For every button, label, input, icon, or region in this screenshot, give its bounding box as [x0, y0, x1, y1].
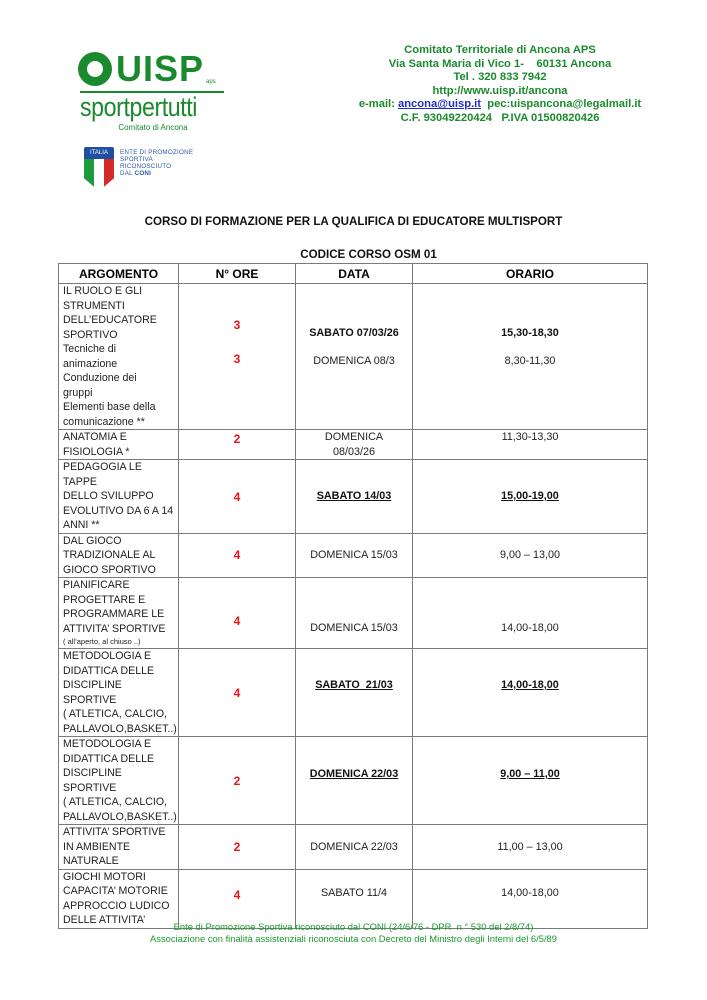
orario-cell: 14,00-18,00 — [413, 649, 648, 737]
table-row — [59, 578, 648, 649]
brand-committee: Comitato di Ancona — [118, 122, 188, 132]
argomento-cell: ANATOMIA E FISIOLOGIA * — [59, 430, 179, 460]
ore-cell: 4 — [179, 869, 296, 928]
orario-cell: 15,30-18,30 8,30-11,30 — [413, 284, 648, 430]
table-row — [59, 460, 648, 534]
schedule-table — [58, 263, 648, 929]
ore-cell: 2 — [179, 737, 296, 825]
ore-cell: 2 — [179, 825, 296, 870]
brand-aps: aps — [206, 79, 216, 85]
argomento-cell: METODOLOGIA E DIDATTICA DELLE DISCIPLINE SPORTIVE ( ATLETICA, CALCIO, PALLAVOLO,BASKET..) — [59, 737, 179, 825]
contact-address: Via Santa Maria di Vico 1- 60131 Ancona — [388, 57, 612, 70]
contact-website[interactable]: http://www.uisp.it/ancona — [432, 84, 568, 97]
data-cell: DOMENICA 15/03 — [296, 578, 413, 649]
orario-cell: 15,00-19,00 — [413, 460, 648, 534]
data-cell: SABATO 11/4 — [296, 869, 413, 928]
data-cell: SABATO 07/03/26 DOMENICA 08/3 — [296, 284, 413, 430]
ore-cell: 4 — [179, 649, 296, 737]
col-argomento: ARGOMENTO — [59, 264, 179, 284]
ore-cell: 2 — [179, 430, 296, 460]
table-row — [59, 869, 648, 928]
ore-cell: 4 — [179, 578, 296, 649]
table-row — [59, 737, 648, 825]
data-cell: DOMENICA 22/03 — [296, 737, 413, 825]
argomento-cell: PIANIFICARE PROGETTARE E PROGRAMMARE LE ATTIVITA’ SPORTIVE ( all’aperto, al chiuso ..) — [59, 578, 179, 649]
table-header-row — [59, 264, 648, 284]
orario-cell: 14,00-18,00 — [413, 578, 648, 649]
data-cell: DOMENICA 22/03 — [296, 825, 413, 870]
ore-cell: 4 — [179, 460, 296, 534]
email-link[interactable]: ancona@uisp.it — [398, 98, 482, 111]
orario-cell: 11,30-13,30 — [413, 430, 648, 460]
data-cell: SABATO 14/03 — [296, 460, 413, 534]
orario-cell: 11,00 – 13,00 — [413, 825, 648, 870]
uisp-emblem-icon — [78, 52, 112, 86]
contact-info — [350, 44, 650, 126]
ore-cell: 4 — [179, 533, 296, 578]
data-cell: DOMENICA 08/03/26 — [296, 430, 413, 460]
brand-name: UISP — [116, 48, 205, 89]
footer-line-2: Associazione con finalità assistenziali riconosciuta con Decreto del Ministro degli Interni del 6/5/89 — [150, 932, 557, 944]
data-cell: DOMENICA 15/03 — [296, 533, 413, 578]
orario-cell: 9,00 – 11,00 — [413, 737, 648, 825]
col-ore: N° ORE — [179, 264, 296, 284]
pec-email: pec:uispancona@legalmail.it — [481, 98, 642, 111]
orario-cell: 14,00-18,00 — [413, 869, 648, 928]
table-row — [59, 825, 648, 870]
col-data: DATA — [296, 264, 413, 284]
contact-phone: Tel . 320 833 7942 — [453, 71, 547, 84]
argomento-cell: METODOLOGIA E DIDATTICA DELLE DISCIPLINE SPORTIVE ( ATLETICA, CALCIO, PALLAVOLO,BASKET..) — [59, 649, 179, 737]
ore-cell: 3 3 — [179, 284, 296, 430]
argomento-cell: IL RUOLO E GLI STRUMENTI DELL’EDUCATORE SPORTIVO Tecniche di animazione Conduzione dei gruppi Elementi base della comunicazione ** — [59, 284, 179, 430]
argomento-cell: PEDAGOGIA LE TAPPE DELLO SVILUPPO EVOLUTIVO DA 6 A 14 ANNI ** — [59, 460, 179, 534]
shield-label: ITALIA — [84, 147, 114, 159]
argomento-cell: GIOCHI MOTORI CAPACITA’ MOTORIE APPROCCIO LUDICO DELLE ATTIVITA’ — [59, 869, 179, 928]
data-cell: SABATO 21/03 — [296, 649, 413, 737]
page-footer — [0, 921, 707, 945]
page-title: CORSO DI FORMAZIONE PER LA QUALIFICA DI EDUCATORE MULTISPORT — [144, 215, 563, 228]
table-row — [59, 284, 648, 430]
table-row — [59, 649, 648, 737]
orario-cell: 9,00 – 13,00 — [413, 533, 648, 578]
brand-tagline: sportpertutti — [80, 91, 198, 122]
coni-badge — [84, 147, 193, 193]
coni-text: ENTE DI PROMOZIONE SPORTIVA RICONOSCIUTO DAL CONI — [120, 149, 194, 177]
col-orario: ORARIO — [413, 264, 648, 284]
uisp-logo — [78, 50, 228, 132]
argomento-cell: ATTIVITA’ SPORTIVE IN AMBIENTE NATURALE — [59, 825, 179, 870]
footer-line-1: Ente di Promozione Sportiva riconosciuto dal CONI (24/6/76 - DPR n ° 530 del 2/8/74) — [173, 921, 534, 932]
argomento-cell: DAL GIOCO TRADIZIONALE AL GIOCO SPORTIVO — [59, 533, 179, 578]
contact-email-line: e-mail: ancona@uisp.it pec:uispancona@legalmail.it — [358, 98, 642, 111]
contact-tax-ids: C.F. 93049220424 P.IVA 01500820426 — [400, 111, 600, 124]
contact-committee: Comitato Territoriale di Ancona APS — [404, 44, 596, 56]
italia-shield-icon — [84, 147, 114, 193]
course-code: CODICE CORSO OSM 01 — [300, 248, 437, 261]
table-row — [59, 430, 648, 460]
table-row — [59, 533, 648, 578]
